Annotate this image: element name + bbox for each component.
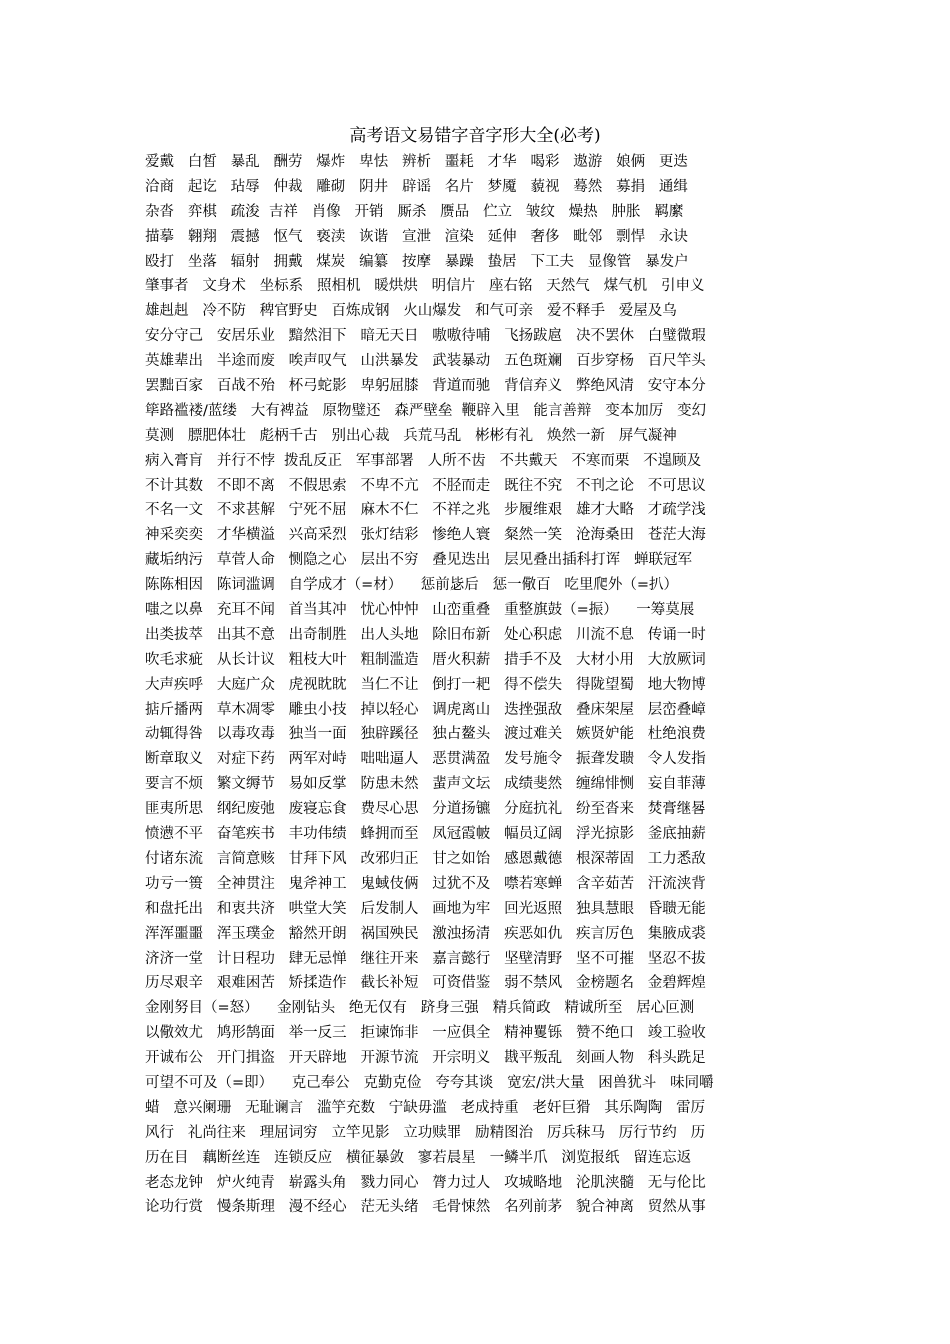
text-line: 出类拔萃 出其不意 出奇制胜 出人头地 除旧布新 处心积虑 川流不息 传诵一时 xyxy=(145,626,706,643)
text-line: 罢黜百家 百战不殆 杯弓蛇影 卑躬屈膝 背道而驰 背信弃义 弊绝风清 安守本分 xyxy=(145,378,706,395)
text-line: 功亏一篑 全神贯注 鬼斧神工 鬼蜮伎俩 过犹不及 噤若寒蝉 含辛茹苦 汗流浃背 xyxy=(145,875,706,892)
document-body xyxy=(145,150,845,1220)
text-line: 大声疾呼 大庭广众 虎视眈眈 当仁不让 倒打一耙 得不偿失 得陇望蜀 地大物博 xyxy=(145,676,706,693)
text-line: 陈陈相因 陈词滥调 自学成才（=材） 惩前毖后 惩一儆百 吃里爬外（=扒） xyxy=(145,577,679,594)
text-line: 开诚布公 开门揖盗 开天辟地 开源节流 开宗明义 戡平叛乱 刻画人物 科头跣足 xyxy=(145,1050,706,1067)
text-line: 浑浑噩噩 浑玉璞金 豁然开朗 祸国殃民 激浊扬清 疾恶如仇 疾言厉色 集腋成裘 xyxy=(145,925,706,942)
text-line: 描摹 翱翔 震撼 怄气 亵渎 诙谐 宣泄 渲染 延伸 奢侈 毗邻 剽悍 永诀 xyxy=(145,228,688,245)
text-line: 历在目 藕断丝连 连锁反应 横征暴敛 寥若晨星 一鳞半爪 浏览报纸 留连忘返 xyxy=(145,1149,692,1166)
text-line: 以儆效尤 鸠形鹄面 举一反三 拒谏饰非 一应俱全 精神矍铄 赞不绝口 竣工验收 xyxy=(145,1025,706,1042)
text-line: 英雄辈出 半途而废 唉声叹气 山洪暴发 武装暴动 五色斑斓 百步穿杨 百尺竿头 xyxy=(145,353,706,370)
text-line: 藏垢纳污 草菅人命 恻隐之心 层出不穷 叠见迭出 层见叠出插科打诨 蝉联冠军 xyxy=(145,552,692,569)
text-line: 吹毛求疵 从长计议 粗枝大叶 粗制滥造 厝火积薪 措手不及 大材小用 大放厥词 xyxy=(145,651,706,668)
text-line: 匪夷所思 纲纪废弛 废寝忘食 费尽心思 分道扬镳 分庭抗礼 纷至沓来 焚膏继晷 xyxy=(145,801,706,818)
text-line: 论功行赏 慢条斯理 漫不经心 茫无头绪 毛骨悚然 名列前茅 貌合神离 贸然从事 xyxy=(145,1199,706,1216)
document-title: 高考语文易错字音字形大全(必考) xyxy=(349,126,601,146)
text-line: 杂沓 弈棋 疏浚 吉祥 肖像 开销 厮杀 赝品 伫立 皱纹 燥热 肿胀 羁縻 xyxy=(145,203,684,220)
text-line: 济济一堂 计日程功 肆无忌惮 继往开来 嘉言懿行 坚壁清野 坚不可摧 坚忍不拔 xyxy=(145,950,706,967)
text-line: 洽商 起讫 玷辱 仲裁 雕砌 阴井 辟谣 名片 梦魇 藐视 蓦然 募捐 通缉 xyxy=(145,178,688,195)
text-line: 历尽艰辛 艰难困苦 矫揉造作 截长补短 可资借鉴 弱不禁风 金榜题名 金碧辉煌 xyxy=(145,975,706,992)
text-line: 嗤之以鼻 充耳不闻 首当其冲 忧心忡忡 山峦重叠 重整旗鼓（=振） 一筹莫展 xyxy=(145,602,695,619)
text-line: 可望不可及（=即） 克己奉公 克勤克俭 夸夸其谈 宽宏/洪大量 困兽犹斗 味同嚼 xyxy=(145,1074,714,1091)
text-line: 爱戴 白皙 暴乱 酬劳 爆炸 卑怯 辨析 噩耗 才华 喝彩 遨游 娘俩 更迭 xyxy=(145,154,688,170)
text-line: 掂斤播两 草木凋零 雕虫小技 掉以轻心 调虎离山 迭挫强敌 叠床架屋 层峦叠嶂 xyxy=(145,701,706,718)
text-line: 蜡 意兴阑珊 无耻谰言 滥竽充数 宁缺毋滥 老成持重 老奸巨猾 其乐陶陶 雷厉 xyxy=(145,1099,706,1116)
text-line: 病入膏肓 并行不悖 拨乱反正 军事部署 人所不齿 不共戴天 不寒而栗 不遑顾及 xyxy=(145,452,702,469)
text-line: 愤懑不平 奋笔疾书 丰功伟绩 蜂拥而至 凤冠霞帔 幅员辽阔 浮光掠影 釜底抽薪 xyxy=(145,826,706,843)
text-line: 筚路褴褛/蓝缕 大有裨益 原物璧还 森严壁垒 鞭辟入里 能言善辩 变本加厉 变幻 xyxy=(145,402,707,419)
text-line: 要言不烦 繁文缛节 易如反掌 防患未然 蜚声文坛 成绩斐然 缠绵悱恻 妄自菲薄 xyxy=(145,776,706,793)
text-line: 和盘托出 和衷共济 哄堂大笑 后发制人 画地为牢 回光返照 独具慧眼 昏聩无能 xyxy=(145,900,706,917)
text-line: 不名一文 不求甚解 宁死不屈 麻木不仁 不祥之兆 步履维艰 雄才大略 才疏学浅 xyxy=(145,502,706,519)
text-line: 莫测 膘肥体壮 彪柄千古 别出心裁 兵荒马乱 彬彬有礼 焕然一新 屏气凝神 xyxy=(145,427,677,444)
text-line: 付诸东流 言简意赅 甘拜下风 改邪归正 甘之如饴 感恩戴德 根深蒂固 工力悉敌 xyxy=(145,850,706,867)
text-line: 神采奕奕 才华横溢 兴高采烈 张灯结彩 惨绝人寰 粲然一笑 沧海桑田 苍茫大海 xyxy=(145,527,706,544)
text-line: 肇事者 文身术 坐标系 照相机 暖烘烘 明信片 座右铭 天然气 煤气机 引申义 xyxy=(145,278,705,295)
text-line: 风行 礼尚往来 理屈词穷 立竿见影 立功赎罪 励精图治 厉兵秣马 厉行节约 历 xyxy=(145,1124,706,1141)
text-line: 不计其数 不即不离 不假思索 不卑不亢 不胫而走 既往不究 不刊之论 不可思议 xyxy=(145,477,706,494)
text-line: 殴打 坐落 辐射 拥戴 煤炭 编纂 按摩 暴躁 蛰居 下工夫 显像管 暴发户 xyxy=(145,253,689,270)
text-line: 雄赳赳 冷不防 稗官野史 百炼成钢 火山爆发 和气可亲 爱不释手 爱屋及乌 xyxy=(145,303,677,320)
text-line: 金刚努目（=怒） 金刚钻头 绝无仅有 跻身三强 精兵简政 精诚所至 居心叵测 xyxy=(145,1000,695,1017)
text-line: 安分守己 安居乐业 黯然泪下 暗无天日 嗷嗷待哺 飞扬跋扈 决不罢休 白璧微瑕 xyxy=(145,328,706,345)
text-line: 动辄得咎 以毒攻毒 独当一面 独辟蹊径 独占鳌头 渡过难关 嫉贤妒能 杜绝浪费 xyxy=(145,726,706,743)
text-line: 断章取义 对症下药 两军对峙 咄咄逼人 恶贯满盈 发号施令 振聋发聩 令人发指 xyxy=(145,751,706,768)
text-line: 老态龙钟 炉火纯青 崭露头角 戮力同心 膂力过人 攻城略地 沦肌浃髓 无与伦比 xyxy=(145,1174,706,1191)
